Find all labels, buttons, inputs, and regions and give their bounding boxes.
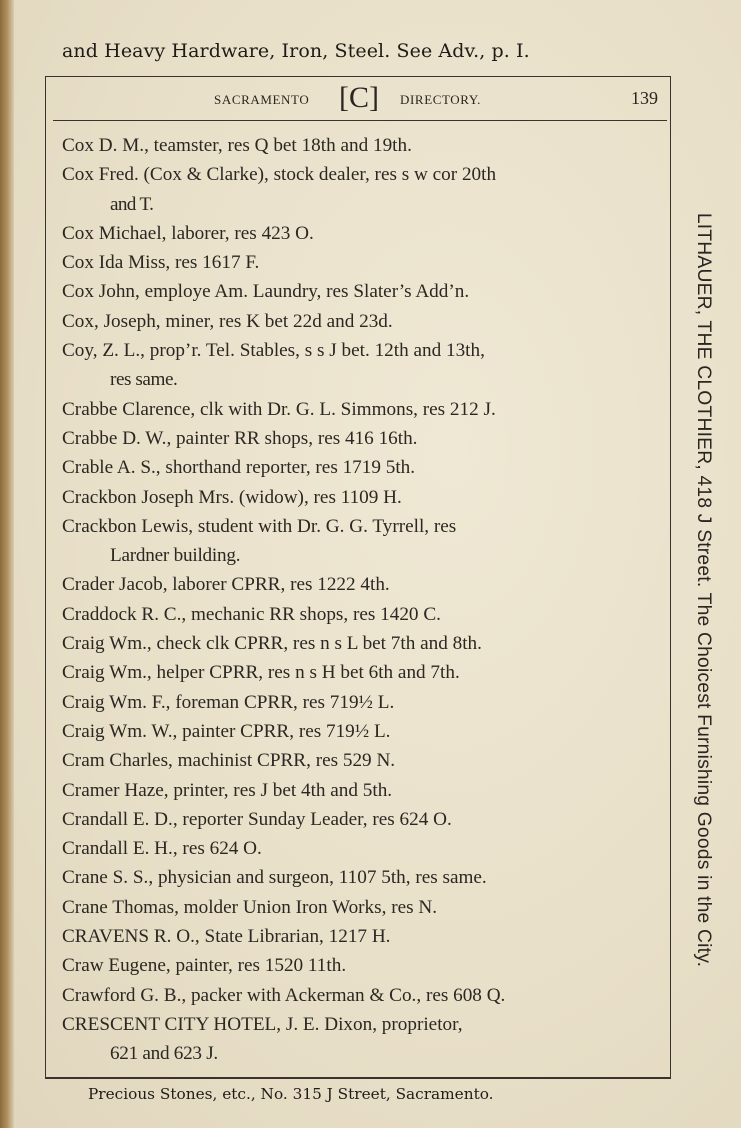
entry-line: Crane Thomas, molder Union Iron Works, res N.	[62, 896, 438, 918]
directory-entry	[62, 219, 662, 248]
entry-continuation-line: and T.	[110, 193, 154, 215]
entry-continuation-line: 621 and 623 J.	[110, 1043, 218, 1065]
directory-entry	[62, 776, 662, 805]
directory-entry	[62, 658, 662, 687]
entry-line: Crawford G. B., packer with Ackerman & Co., res 608 Q.	[62, 984, 506, 1006]
entry-line: Crane S. S., physician and surgeon, 1107 5th, res same.	[62, 867, 487, 889]
directory-entry	[62, 834, 662, 863]
directory-entry	[62, 688, 662, 717]
entry-line: Crackbon Joseph Mrs. (widow), res 1109 H.	[62, 486, 402, 508]
directory-entry	[62, 512, 662, 571]
bottom-advertisement: Precious Stones, etc., No. 315 J Street, Sacramento.	[88, 1085, 494, 1103]
entry-line: CRAVENS R. O., State Librarian, 1217 H.	[62, 926, 391, 948]
directory-entry	[62, 746, 662, 775]
entry-continuation-line: Lardner building.	[110, 545, 241, 567]
directory-entry	[62, 600, 662, 629]
entry-line: CRESCENT CITY HOTEL, J. E. Dixon, proprietor,	[62, 1013, 463, 1035]
entry-line: Crandall E. H., res 624 O.	[62, 838, 262, 860]
directory-entry	[62, 570, 662, 599]
directory-entry	[62, 981, 662, 1010]
entry-line: Coy, Z. L., prop’r. Tel. Stables, s s J bet. 12th and 13th,	[62, 340, 485, 362]
directory-entry	[62, 893, 662, 922]
entry-line: Cramer Haze, printer, res J bet 4th and 5th.	[62, 779, 393, 801]
directory-entry	[62, 277, 662, 306]
directory-entry	[62, 951, 662, 980]
entry-line: Craig Wm. W., painter CPRR, res 719½ L.	[62, 720, 391, 742]
directory-entry	[62, 336, 662, 395]
entry-line: Crable A. S., shorthand reporter, res 1719 5th.	[62, 457, 416, 479]
entry-line: Cox Fred. (Cox & Clarke), stock dealer, res s w cor 20th	[62, 164, 497, 186]
entry-line: Crandall E. D., reporter Sunday Leader, res 624 O.	[62, 808, 452, 830]
entry-line: Crabbe D. W., painter RR shops, res 416 16th.	[62, 427, 418, 449]
directory-entry	[62, 395, 662, 424]
directory-entry	[62, 248, 662, 277]
entry-line: Cox, Joseph, miner, res K bet 22d and 23d.	[62, 310, 393, 332]
entry-line: Crabbe Clarence, clk with Dr. G. L. Simmons, res 212 J.	[62, 398, 496, 420]
directory-entry	[62, 131, 662, 160]
entry-line: Craw Eugene, painter, res 1520 11th.	[62, 955, 347, 977]
entry-line: Craig Wm. F., foreman CPRR, res 719½ L.	[62, 691, 395, 713]
directory-entry	[62, 629, 662, 658]
directory-entry	[62, 160, 662, 219]
entry-line: Cox D. M., teamster, res Q bet 18th and 19th.	[62, 135, 412, 156]
directory-entry	[62, 805, 662, 834]
directory-entry	[62, 863, 662, 892]
directory-entry	[62, 717, 662, 746]
directory-entry	[62, 453, 662, 482]
directory-entry	[62, 424, 662, 453]
entry-line: Cram Charles, machinist CPRR, res 529 N.	[62, 750, 396, 772]
running-head-letter: [C]	[339, 81, 379, 114]
directory-entry	[62, 307, 662, 336]
entry-line: Crader Jacob, laborer CPRR, res 1222 4th.	[62, 574, 390, 596]
directory-entry	[62, 1010, 662, 1069]
directory-entry	[62, 922, 662, 951]
entry-line: Craddock R. C., mechanic RR shops, res 1420 C.	[62, 603, 441, 625]
book-spine-shadow	[0, 0, 14, 1128]
entry-line: Crackbon Lewis, student with Dr. G. G. Tyrrell, res	[62, 515, 457, 537]
running-head	[54, 80, 668, 118]
page-number: 139	[631, 88, 658, 108]
top-advertisement: and Heavy Hardware, Iron, Steel. See Adv., p. I.	[62, 40, 530, 62]
side-advertisement-text: LITHAUER, THE CLOTHIER, 418 J Street. The Choicest Furnishing Goods in the City.	[693, 212, 714, 968]
running-head-title: DIRECTORY.	[400, 92, 482, 107]
header-rule	[53, 120, 667, 121]
running-head-city: SACRAMENTO	[214, 92, 310, 107]
entry-line: Cox Michael, laborer, res 423 O.	[62, 222, 314, 244]
entry-line: Cox Ida Miss, res 1617 F.	[62, 252, 260, 274]
entry-line: Craig Wm., helper CPRR, res n s H bet 6th and 7th.	[62, 662, 460, 684]
directory-entries	[62, 131, 662, 1069]
entry-continuation-line: res same.	[110, 369, 178, 391]
entry-line: Craig Wm., check clk CPRR, res n s L bet 7th and 8th.	[62, 633, 482, 655]
entry-line: Cox John, employe Am. Laundry, res Slater’s Add’n.	[62, 281, 470, 303]
directory-entry	[62, 483, 662, 512]
